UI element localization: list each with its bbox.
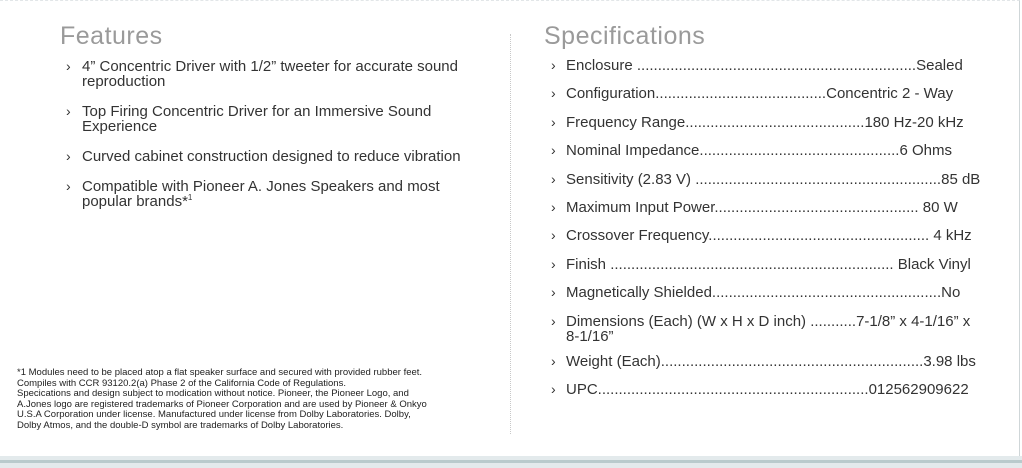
chevron-right-icon: › (551, 170, 556, 187)
chevron-right-icon: › (551, 113, 556, 130)
spec-leader: ........................................................... (695, 170, 942, 188)
spec-label: Sensitivity (2.83 V) (566, 170, 696, 188)
spec-row-upc (551, 382, 981, 410)
footnote-line: Specications and design subject to modication without notice. Pioneer, the Pioneer Logo, and (17, 388, 409, 399)
spec-label: Dimensions (Each) (W x H x D inch) (566, 312, 811, 330)
feature-item (66, 59, 486, 89)
chevron-right-icon: › (551, 85, 556, 102)
spec-leader: ........................................... (685, 113, 865, 131)
spec-row-sensitivity (551, 172, 981, 200)
spec-label: Weight (Each) (566, 352, 661, 370)
spec-label: Crossover Frequency (566, 227, 709, 245)
specifications-title: Specifications (544, 22, 706, 50)
spec-label: Nominal Impedance (566, 142, 700, 160)
spec-leader: ......................................... (655, 85, 827, 103)
spec-row-nominal-impedance (551, 143, 981, 171)
chevron-right-icon: › (66, 58, 71, 74)
chevron-right-icon: › (551, 284, 556, 301)
chevron-right-icon: › (66, 148, 71, 164)
spec-value: 85 dB (941, 170, 981, 188)
footnote-line: *1 Modules need to be placed atop a flat speaker surface and secured with provided rubber feet. (17, 367, 423, 378)
feature-text: Compatible with Pioneer A. Jones Speakers and most popular brands* (82, 178, 440, 210)
spec-value: 6 Ohms (899, 142, 952, 160)
column-divider (510, 34, 511, 434)
feature-item (66, 149, 486, 164)
footnote-line: A.Jones logo are registered trademarks of Pioneer Corporation and are used by Pioneer & Onkyo (17, 398, 427, 410)
spec-label: Magnetically Shielded (566, 284, 712, 302)
spec-leader: ........... (810, 312, 857, 330)
spec-value: 7-1/8” x 4-1/16” x 8-1/16” (566, 312, 971, 345)
spec-label: UPC (566, 380, 598, 398)
bottom-strip-line (0, 460, 1022, 463)
footnote-line: U.S.A Corporation under license. Manufactured under license from Dolby Laboratories. Dolby, (17, 409, 411, 420)
spec-leader: ................................................ (699, 142, 900, 160)
chevron-right-icon: › (551, 227, 556, 244)
spec-row-magnetically-shielded (551, 285, 981, 313)
spec-value: Concentric 2 - Way (826, 85, 954, 103)
feature-text: Curved cabinet construction designed to reduce vibration (82, 148, 461, 165)
spec-label: Configuration (566, 85, 656, 103)
feature-text: Top Firing Concentric Driver for an Immersive Sound Experience (82, 103, 432, 135)
spec-value: 4 kHz (929, 227, 972, 245)
spec-value: 3.98 lbs (923, 352, 976, 370)
chevron-right-icon: › (551, 57, 556, 73)
chevron-right-icon: › (66, 103, 71, 119)
spec-value: 80 W (918, 198, 958, 216)
spec-value: Black Vinyl (893, 255, 971, 273)
spec-row-enclosure (551, 58, 981, 86)
chevron-right-icon: › (551, 255, 556, 272)
feature-text: 4” Concentric Driver with 1/2” tweeter for accurate sound reproduction (82, 58, 458, 90)
chevron-right-icon: › (551, 142, 556, 159)
spec-leader: ................................................................. (597, 380, 869, 398)
spec-value: No (941, 284, 961, 302)
chevron-right-icon: › (551, 198, 556, 215)
feature-item (66, 104, 486, 134)
spec-value: 180 Hz-20 kHz (864, 113, 964, 131)
features-list (66, 59, 486, 224)
chevron-right-icon: › (551, 380, 556, 397)
spec-row-max-input-power (551, 200, 981, 228)
spec-label: Enclosure (566, 57, 637, 74)
footnote-line: Compiles with CCR 93120.2(a) Phase 2 of the California Code of Regulations. (17, 377, 346, 389)
features-title: Features (60, 22, 163, 50)
chevron-right-icon: › (66, 178, 71, 194)
spec-value: 012562909622 (868, 380, 969, 398)
footnote-line: Dolby Atmos, and the double-D symbol are trademarks of Dolby Laboratories. (17, 419, 344, 431)
spec-value: Sealed (916, 57, 963, 74)
spec-leader: ................................................................... (636, 57, 917, 74)
spec-leader: ................................................. (714, 198, 919, 216)
spec-row-dimensions (551, 314, 981, 354)
spec-row-weight (551, 354, 981, 382)
spec-leader: ............................................................... (660, 352, 924, 370)
specifications-list (551, 58, 981, 410)
spec-label: Frequency Range (566, 113, 686, 131)
spec-leader: ....................................................... (711, 284, 942, 302)
spec-leader: .................................................................... (610, 255, 894, 273)
feature-item (66, 179, 486, 209)
chevron-right-icon: › (551, 352, 556, 369)
bottom-strip (0, 456, 1022, 468)
spec-row-finish (551, 257, 981, 285)
spec-label: Finish (566, 255, 611, 273)
footnote (17, 368, 507, 431)
spec-row-frequency-range (551, 115, 981, 143)
spec-leader: ..................................................... (708, 227, 930, 245)
spec-row-configuration (551, 86, 981, 114)
spec-label: Maximum Input Power (566, 198, 715, 216)
footnote-marker: 1 (187, 193, 193, 202)
spec-row-crossover-frequency (551, 228, 981, 256)
chevron-right-icon: › (551, 312, 556, 329)
